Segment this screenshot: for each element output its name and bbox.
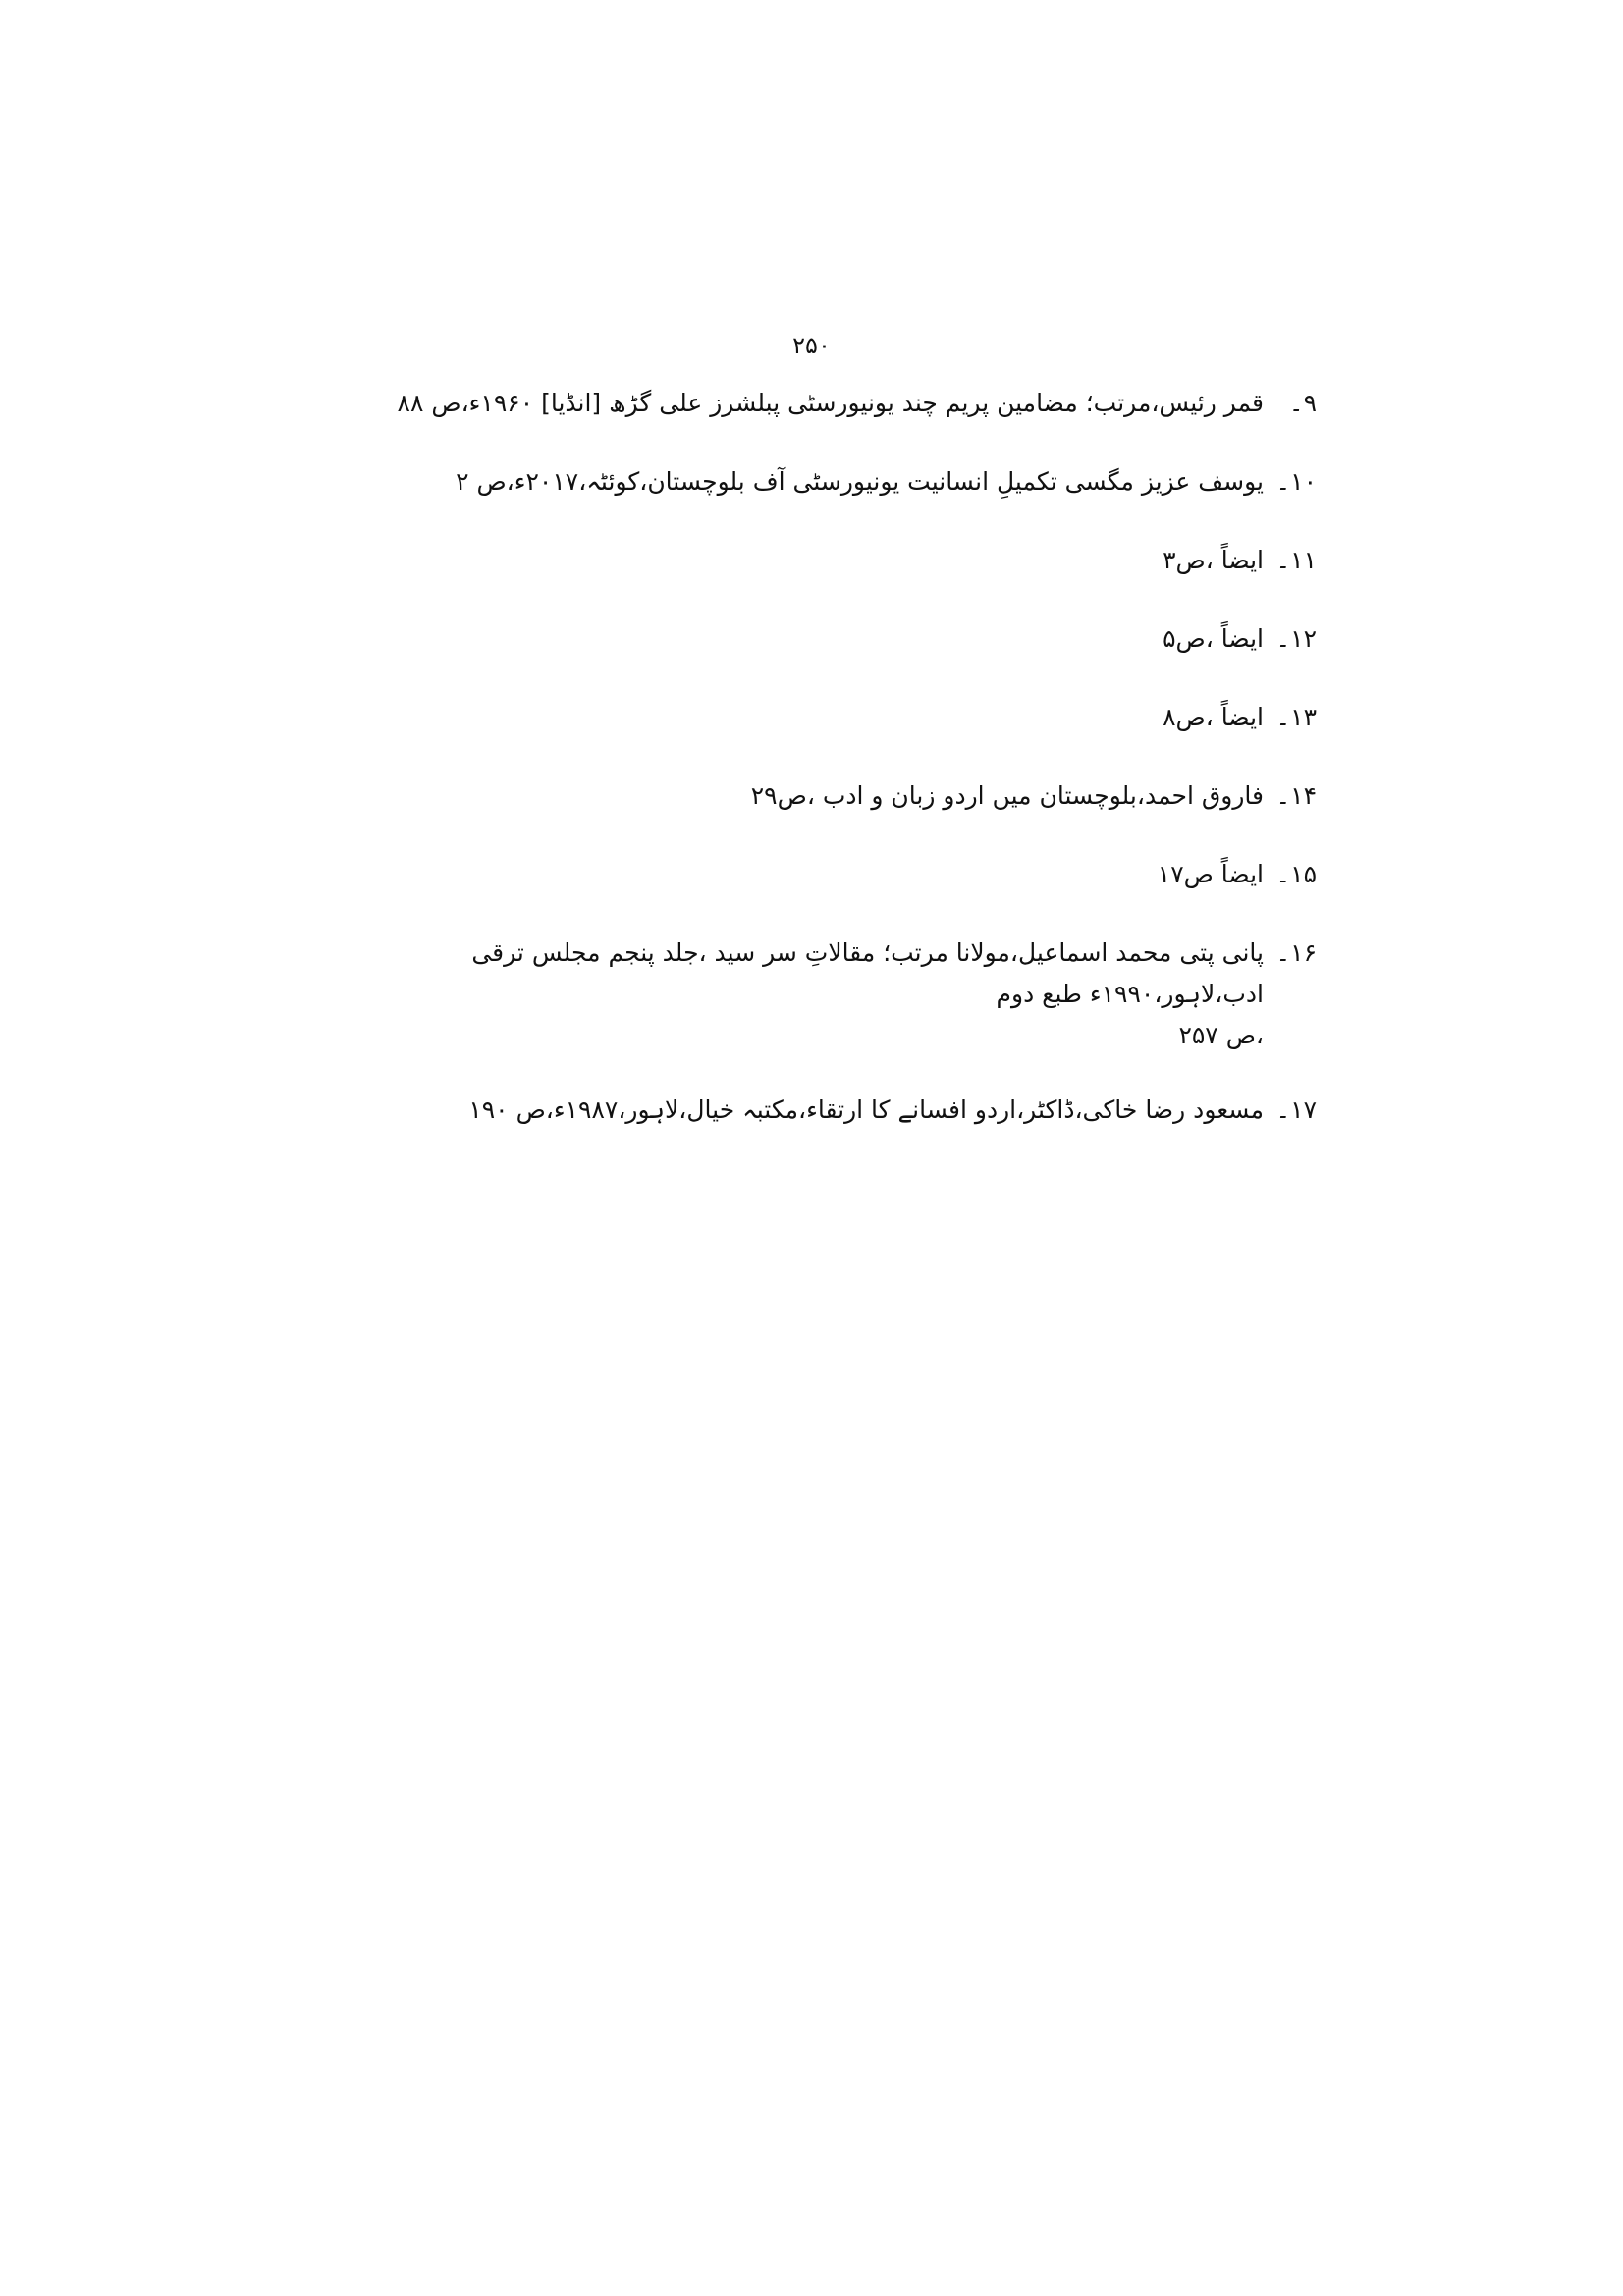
reference-number: ۱۰۔	[1275, 467, 1317, 496]
reference-text	[335, 540, 1264, 581]
reference-text	[335, 854, 1264, 895]
reference-text	[335, 461, 1264, 503]
page-number: ۲۵۰	[792, 332, 831, 359]
reference-number: ۱۷۔	[1275, 1095, 1317, 1124]
reference-number: ۱۲۔	[1275, 624, 1317, 653]
reference-item	[335, 383, 1317, 424]
reference-list	[335, 383, 1317, 1168]
reference-item	[335, 854, 1317, 895]
reference-number: ۱۳۔	[1275, 703, 1317, 731]
reference-line: ایضاً ،ص۸	[1163, 703, 1264, 731]
reference-line: ایضاً ص۱۷	[1157, 860, 1264, 888]
reference-line: مسعود رضا خاکی،ڈاکٹر،اردو افسانے کا ارتقاء،مکتبہ خیال،لاہور،۱۹۸۷ء،ص ۱۹۰	[468, 1095, 1264, 1124]
reference-item	[335, 933, 1317, 1056]
reference-text	[335, 1090, 1264, 1131]
reference-line: ایضاً ،ص۳	[1163, 546, 1264, 574]
reference-number: ۹۔	[1288, 389, 1317, 417]
reference-number: ۱۱۔	[1275, 546, 1317, 574]
reference-line: پانی پتی محمد اسماعیل،مولانا مرتب؛ مقالاتِ سر سید ،جلد پنجم مجلس ترقی ادب،لاہور،۱۹۹۰ء طبع دوم	[471, 938, 1264, 1008]
reference-item	[335, 618, 1317, 660]
reference-line: قمر رئیس،مرتب؛ مضامین پریم چند یونیورسٹی پبلشرز علی گڑھ [انڈیا] ۱۹۶۰ء،ص ۸۸	[397, 389, 1264, 417]
reference-item	[335, 697, 1317, 738]
reference-line: ،ص ۲۵۷	[1178, 1021, 1264, 1049]
reference-text	[335, 775, 1264, 817]
reference-number: ۱۴۔	[1275, 781, 1317, 810]
reference-item	[335, 540, 1317, 581]
reference-line: یوسف عزیز مگسی تکمیلِ انسانیت یونیورسٹی آف بلوچستان،کوئٹہ،۲۰۱۷ء،ص ۲	[456, 467, 1264, 496]
reference-item	[335, 461, 1317, 503]
reference-text	[335, 618, 1264, 660]
reference-item	[335, 775, 1317, 817]
reference-text	[335, 933, 1264, 1056]
reference-number: ۱۶۔	[1275, 938, 1317, 967]
reference-text	[335, 383, 1264, 424]
reference-text	[335, 697, 1264, 738]
reference-item	[335, 1090, 1317, 1131]
reference-line: ایضاً ،ص۵	[1163, 624, 1264, 653]
reference-line: فاروق احمد،بلوچستان میں اردو زبان و ادب ،ص۲۹	[750, 781, 1264, 810]
reference-number: ۱۵۔	[1275, 860, 1317, 888]
